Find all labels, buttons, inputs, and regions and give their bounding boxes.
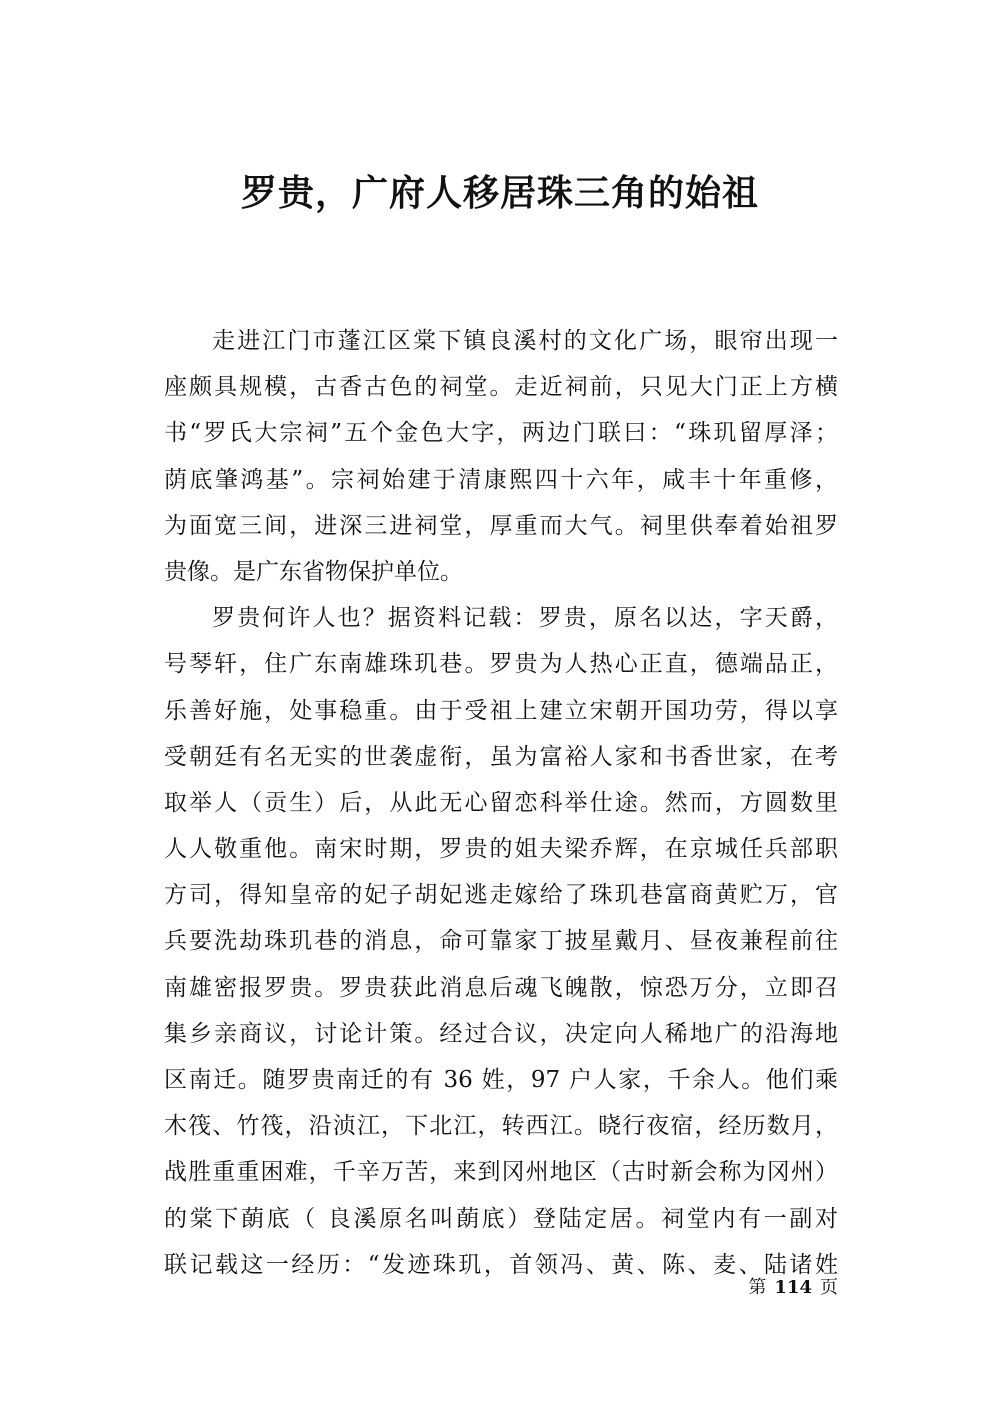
document-body — [164, 318, 838, 1288]
text-line: 取举人（贡生）后，从此无心留恋科举仕途。然而，方圆数里 — [164, 789, 838, 816]
text-line: 乐善好施，处事稳重。由于受祖上建立宋朝开国功劳，得以享 — [164, 697, 838, 724]
text-line: 罗贵何许人也？据资料记载：罗贵，原名以达，字天爵， — [212, 605, 838, 632]
page-label-suffix: 页 — [820, 1277, 838, 1298]
text-line: 木筏、竹筏，沿浈江，下北江，转西江。晓行夜宿，经历数月， — [164, 1113, 838, 1140]
text-line: 战胜重重困难，千辛万苦，来到冈州地区（古时新会称为冈州） — [164, 1159, 838, 1186]
text-line: 座颇具规模，古香古色的祠堂。走近祠前，只见大门正上方横 — [164, 374, 838, 401]
text-line: 书“罗氏大宗祠”五个金色大字，两边门联曰：“珠玑留厚泽； — [164, 420, 838, 447]
text-line: 人人敬重他。南宋时期，罗贵的姐夫梁乔辉，在京城任兵部职 — [164, 836, 838, 863]
text-line: 受朝廷有名无实的世袭虚衔，虽为富裕人家和书香世家，在考 — [164, 743, 838, 770]
text-line: 贵像。是广东省物保护单位。 — [164, 558, 463, 585]
text-line: 荫底肇鸿基”。宗祠始建于清康熙四十六年，咸丰十年重修， — [164, 466, 838, 493]
page-number: 114 — [774, 1277, 812, 1298]
paragraph-2 — [164, 595, 838, 1288]
text-line: 集乡亲商议，讨论计策。经过合议，决定向人稀地广的沿海地 — [164, 1020, 838, 1047]
text-line: 走进江门市蓬江区棠下镇良溪村的文化广场，眼帘出现一 — [212, 328, 838, 354]
page-label-prefix: 第 — [748, 1277, 767, 1298]
text-line: 区南迁。随罗贵南迁的有 36 姓，97 户人家，千余人。他们乘 — [164, 1067, 838, 1093]
text-line: 方司，得知皇帝的妃子胡妃逃走嫁给了珠玑巷富商黄贮万，官 — [164, 882, 838, 909]
document-title: 罗贵，广府人移居珠三角的始祖 — [240, 173, 759, 214]
text-line: 为面宽三间，进深三进祠堂，厚重而大气。祠里供奉着始祖罗 — [164, 512, 838, 539]
text-line: 兵要洗劫珠玑巷的消息，命可靠家丁披星戴月、昼夜兼程前往 — [164, 928, 838, 955]
paragraph-1 — [164, 318, 838, 595]
text-line: 的棠下蓢底（ 良溪原名叫蓢底）登陆定居。祠堂内有一副对 — [164, 1205, 838, 1232]
text-line: 联记载这一经历：“发迹珠玑，首领冯、黄、陈、麦、陆诸姓 — [164, 1251, 838, 1278]
text-line: 南雄密报罗贵。罗贵获此消息后魂飞魄散，惊恐万分，立即召 — [164, 974, 838, 1001]
text-line: 号琴轩，住广东南雄珠玑巷。罗贵为人热心正直，德端品正， — [164, 651, 838, 678]
page-footer — [700, 1270, 838, 1306]
